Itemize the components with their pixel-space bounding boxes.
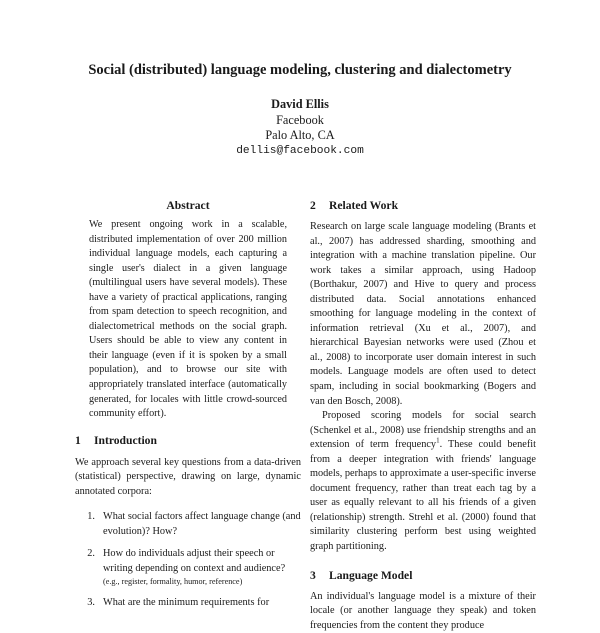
list-item-text xyxy=(103,510,301,539)
footnote-marker: 1 xyxy=(436,436,440,445)
left-column xyxy=(75,198,301,619)
list-item-number: 2. xyxy=(87,548,95,560)
list-item xyxy=(75,510,301,539)
research-questions-list xyxy=(75,510,301,611)
right-column xyxy=(310,198,536,633)
introduction-heading xyxy=(75,433,301,449)
introduction-text: We approach several key questions from a data-driven (statistical) perspective, drawing on large, dynamic annotated corpora: xyxy=(75,456,301,497)
author-location: Palo Alto, CA xyxy=(265,128,335,142)
language-model-heading xyxy=(310,568,536,584)
related-work-paragraph-2 xyxy=(310,409,536,554)
question-text: What social factors affect language change (and evolution)? How? xyxy=(103,511,301,537)
question-text: What are the minimum requirements for xyxy=(103,597,270,609)
section-number: 3 xyxy=(310,568,316,582)
paragraph-text: . These could benefit from a deeper integration with friends' language models, perhaps to approximate a user-specific inverse document frequency, rather than treat each tag by a user as equally relevant to all his friends of a given (relationship) strength. Strehl et al. (2000) found that similarity clustering perform best using weighted graph partitioning. xyxy=(310,439,536,553)
author-affiliation: Facebook xyxy=(276,112,324,127)
section-title: Related Work xyxy=(329,199,399,212)
list-item-number: 3. xyxy=(87,597,95,609)
author-block xyxy=(0,97,600,159)
author-name: David Ellis xyxy=(271,97,329,111)
abstract-text: We present ongoing work in a scalable, distributed implementation of over 200 million individual language models, each capturing a single user's dialect in a given language (multilingual users have several models). These have a variety of practical applications, ranging from spam detection to speech recognition, and dialectometrical methods on the social graph. Users should be able to view any content in their language (even if it is spoken by a small population), and to browse our site with appropriately translated interface (automatically generated, for locales with little crowd-sourced community effort). xyxy=(89,219,287,420)
section-title: Language Model xyxy=(329,568,413,582)
list-item-text xyxy=(103,596,301,611)
list-item xyxy=(75,547,301,588)
list-item-text xyxy=(103,547,301,588)
section-title: Introduction xyxy=(94,433,157,447)
related-work-paragraph-1: Research on large scale language modeling (Brants et al., 2007) has addressed sharding, smoothing and integration with a machine translation pipeline. Our work takes a similar approach, using Hadoop (Borthakur, 2007) and Hive to query and process distributed data. Social annotations enhanced smoothing for language modeling in the context of information retrieval (Xu et al., 2007), and hierarchical Bayesian networks were used (Zhou et al., 2008) to incorporate user domain interest in such models. Language models are often used to detect spam, including in social bookmarking (Bogers and van den Bosch, 2008). xyxy=(310,221,536,407)
list-item xyxy=(75,596,301,611)
author-email: dellis@facebook.com xyxy=(236,144,364,157)
section-number: 1 xyxy=(75,433,81,447)
question-text: How do individuals adjust their speech or writing depending on context and audience? xyxy=(103,548,286,574)
question-example: (e.g., register, formality, humor, reference) xyxy=(103,577,243,587)
list-item-number: 1. xyxy=(87,511,95,523)
related-work-heading xyxy=(310,198,536,214)
paper-title: Social (distributed) language modeling, clustering and dialectometry xyxy=(88,62,512,78)
section-number: 2 xyxy=(310,199,316,212)
paragraph-text: Proposed scoring models for social search (Schenkel et al., 2008) use friendship strengths and an extension of term frequency xyxy=(310,410,536,451)
language-model-text: An individual's language model is a mixture of their locale (or another language they speak) and token frequencies from the content they produce xyxy=(310,590,536,631)
abstract-heading: Abstract xyxy=(166,199,210,212)
